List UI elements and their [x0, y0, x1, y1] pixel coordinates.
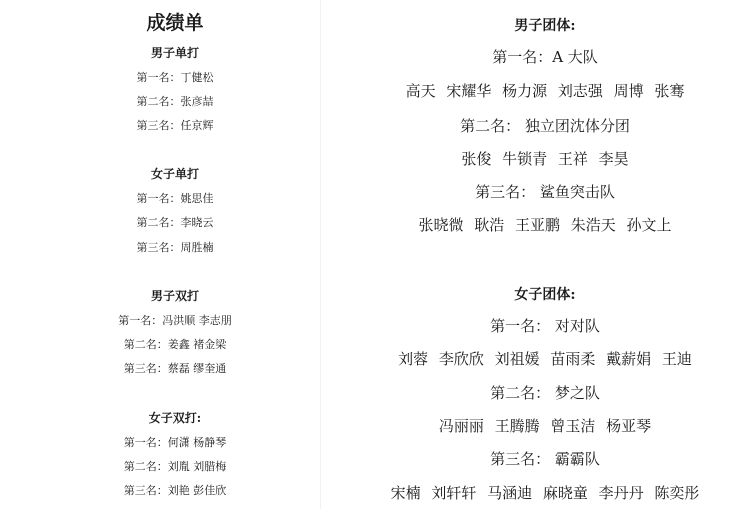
- women-team-first-rank: 第一名： 对对队: [490, 317, 600, 335]
- women-team-second-names: 冯丽丽 王腾腾 曾玉洁 杨亚琴: [438, 417, 652, 435]
- men-team-first-names: 高天 宋耀华 杨力源 刘志强 周博 张骞: [405, 82, 685, 100]
- page-title: 成绩单: [146, 12, 204, 34]
- women-team-second-rank: 第二名： 梦之队: [490, 384, 600, 402]
- result-row: 第一名：丁健松: [136, 71, 214, 84]
- column-divider: [320, 0, 321, 509]
- result-row: 第二名：张彦喆: [136, 95, 214, 108]
- section-heading-women-singles: 女子单打: [150, 167, 199, 181]
- result-row: 第二名：姜鑫 褚金梁: [123, 338, 227, 351]
- men-team-third-rank: 第三名： 鲨鱼突击队: [475, 183, 615, 201]
- result-row: 第二名：李晓云: [136, 216, 214, 229]
- result-row: 第三名：周胜楠: [136, 241, 214, 254]
- women-team-first-names: 刘蓉 李欣欣 刘祖媛 苗雨柔 戴薪娟 王迪: [398, 350, 692, 368]
- men-team-heading: 男子团体:: [514, 18, 576, 34]
- section-heading-men-singles: 男子单打: [150, 46, 199, 60]
- result-row: 第一名：姚思佳: [136, 192, 214, 205]
- women-team-heading: 女子团体:: [514, 287, 576, 303]
- men-team-first-rank: 第一名：A 大队: [492, 48, 598, 66]
- women-team-third-rank: 第三名： 霸霸队: [490, 450, 600, 468]
- result-row: 第三名：蔡磊 缪奎通: [123, 362, 227, 375]
- result-row: 第三名：任京辉: [136, 119, 214, 132]
- section-heading-women-doubles: 女子双打:: [148, 411, 202, 425]
- section-heading-men-doubles: 男子双打: [150, 289, 199, 303]
- result-row: 第二名：刘胤 刘腊梅: [123, 460, 227, 473]
- result-row: 第一名：冯洪顺 李志朋: [118, 314, 232, 327]
- result-row: 第三名：刘艳 彭佳欣: [123, 484, 227, 497]
- men-team-third-names: 张晓微 耿浩 王亚鹏 朱浩天 孙文上: [418, 216, 672, 234]
- result-row: 第一名：何潇 杨静琴: [123, 436, 227, 449]
- women-team-third-names: 宋楠 刘轩轩 马涵迪 麻晓童 李丹丹 陈奕彤: [390, 484, 700, 502]
- men-team-second-names: 张俊 牛锁青 王祥 李昊: [461, 150, 629, 168]
- men-team-second-rank: 第二名： 独立团沈体分团: [460, 117, 630, 135]
